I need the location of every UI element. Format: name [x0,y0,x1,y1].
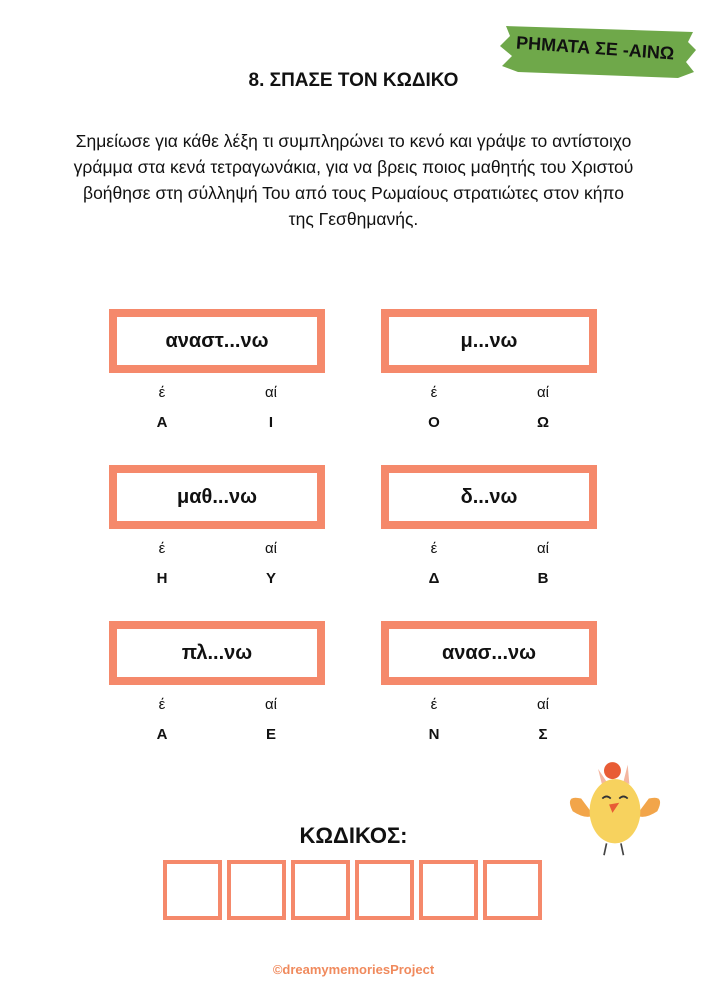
letter-e: Ν [428,726,440,743]
option-ai: αί [536,384,549,401]
option-e: έ [158,696,166,713]
word-box: ανασ...νω [381,621,597,685]
letter-ai: Ω [536,414,550,431]
option-ai: αί [264,696,277,713]
code-letter-box[interactable] [163,860,222,920]
word-box: δ...νω [381,465,597,529]
letter-e: Α [156,726,168,743]
letter-ai: Ι [268,414,274,431]
word-box: μαθ...νω [109,465,325,529]
option-e: έ [430,696,438,713]
chick-icon [560,748,670,866]
letter-ai: Ε [265,726,276,743]
banner-title: ΡΗΜΑΤΑ ΣΕ -ΑΙΝΩ [515,32,675,64]
letter-e: Ο [428,414,440,431]
code-letter-box[interactable] [419,860,478,920]
copyright-footer: ©dreamymemoriesProject [272,962,435,977]
option-ai: αί [536,696,549,713]
code-letter-box[interactable] [355,860,414,920]
code-letter-box[interactable] [483,860,542,920]
letter-e: Δ [428,570,440,587]
word-box: αναστ...νω [109,309,325,373]
word-box: μ...νω [381,309,597,373]
letter-ai: Β [537,570,549,587]
code-letter-box[interactable] [291,860,350,920]
letter-e: Α [156,414,168,431]
option-e: έ [430,384,438,401]
option-ai: αί [264,540,277,557]
option-ai: αί [264,384,277,401]
option-ai: αί [536,540,549,557]
word-box: πλ...νω [109,621,325,685]
option-e: έ [158,540,166,557]
letter-ai: Σ [538,726,548,743]
letter-ai: Υ [265,570,276,587]
page-title: 8. ΣΠΑΣΕ ΤΟΝ ΚΩΔΙΚΟ [248,70,459,91]
letter-e: Η [156,570,168,587]
instructions: Σημείωσε για κάθε λέξη τι συμπληρώνει το κενό και γράψε το αντίστοιχο γράμμα στα κενά τετραγωνάκια, για να βρεις ποιος μαθητής του Χριστού βοήθησε στη σύλληψή Του από τους Ρωμαίους στρατιώτες στον κήπο της Γεσθημανής. [73,131,634,229]
code-letter-box[interactable] [227,860,286,920]
code-title: ΚΩΔΙΚΟΣ: [299,823,408,848]
option-e: έ [158,384,166,401]
option-e: έ [430,540,438,557]
